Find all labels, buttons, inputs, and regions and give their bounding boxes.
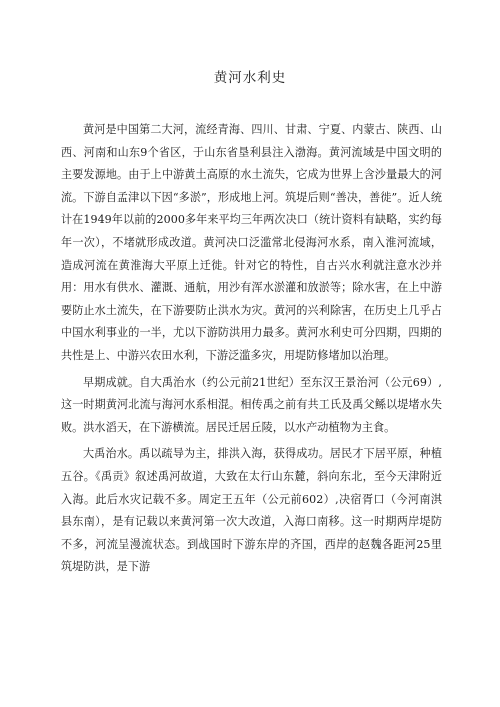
paragraph-intro: 黄河是中国第二大河，流经青海、四川、甘肃、宁夏、内蒙古、陕西、山西、河南和山东9个省区，于山东省垦利县注入渤海。黄河流域是中国文明的主要发源地。由于上中游黄土高原的水土流失，它成为世界上含沙量最大的河流。下游自孟津以下因“多淤”，形成地上河。筑堤后则“善决，善徙”。近人统计在1949年以前的2000多年来平均三年两次决口（统计资料有缺略，实约每年一次），不堵就形成改道。黄河决口泛滥常北侵海河水系，南入淮河流域，造成河流在黄淮海大平原上迁徙。针对它的特性，自古兴水利就注意水沙并用：用水有供水、灌溉、通航，用沙有浑水淤灌和放淤等；除水害，在上中游要防止水土流失，在下游要防止洪水为灾。黄河的兴利除害，在历史上几乎占中国水利事业的一半，尤以下游防洪用力最多。黄河水利史可分四期，四期的共性是上、中游兴农田水利，下游泛滥多灾，用堤防修堵加以治理。	[61, 123, 442, 362]
document-title: 黄河水利史	[213, 70, 287, 86]
paragraph-dayu-flood-control: 大禹治水。禹以疏导为主，排洪入海，获得成功。居民才下居平原，种植五谷。《禹贡》叙述禹河故道，大致在太行山东麓，斜向东北，至今天津附近入海。此后水灾记载不多。周定王五年（公元前602）,决宿胥口（今河南淇县东南），是有记载以来黄河第一次大改道，入海口南移。这一时期两岸堤防不多，河流呈漫流状态。到战国时下游东岸的齐国，西岸的赵魏各距河25里筑堤防洪，是下游	[61, 447, 442, 574]
paragraph-early-achievements: 早期成就。自大禹治水（约公元前21世纪）至东汉王景治河（公元69）,这一时期黄河北流与海河水系相混。相传禹之前有共工氏及禹父鲧以堤堵水失败。洪水滔天，在下游横流。居民迁居丘陵，以水产动植物为主食。	[61, 375, 442, 434]
document-body	[61, 119, 442, 583]
